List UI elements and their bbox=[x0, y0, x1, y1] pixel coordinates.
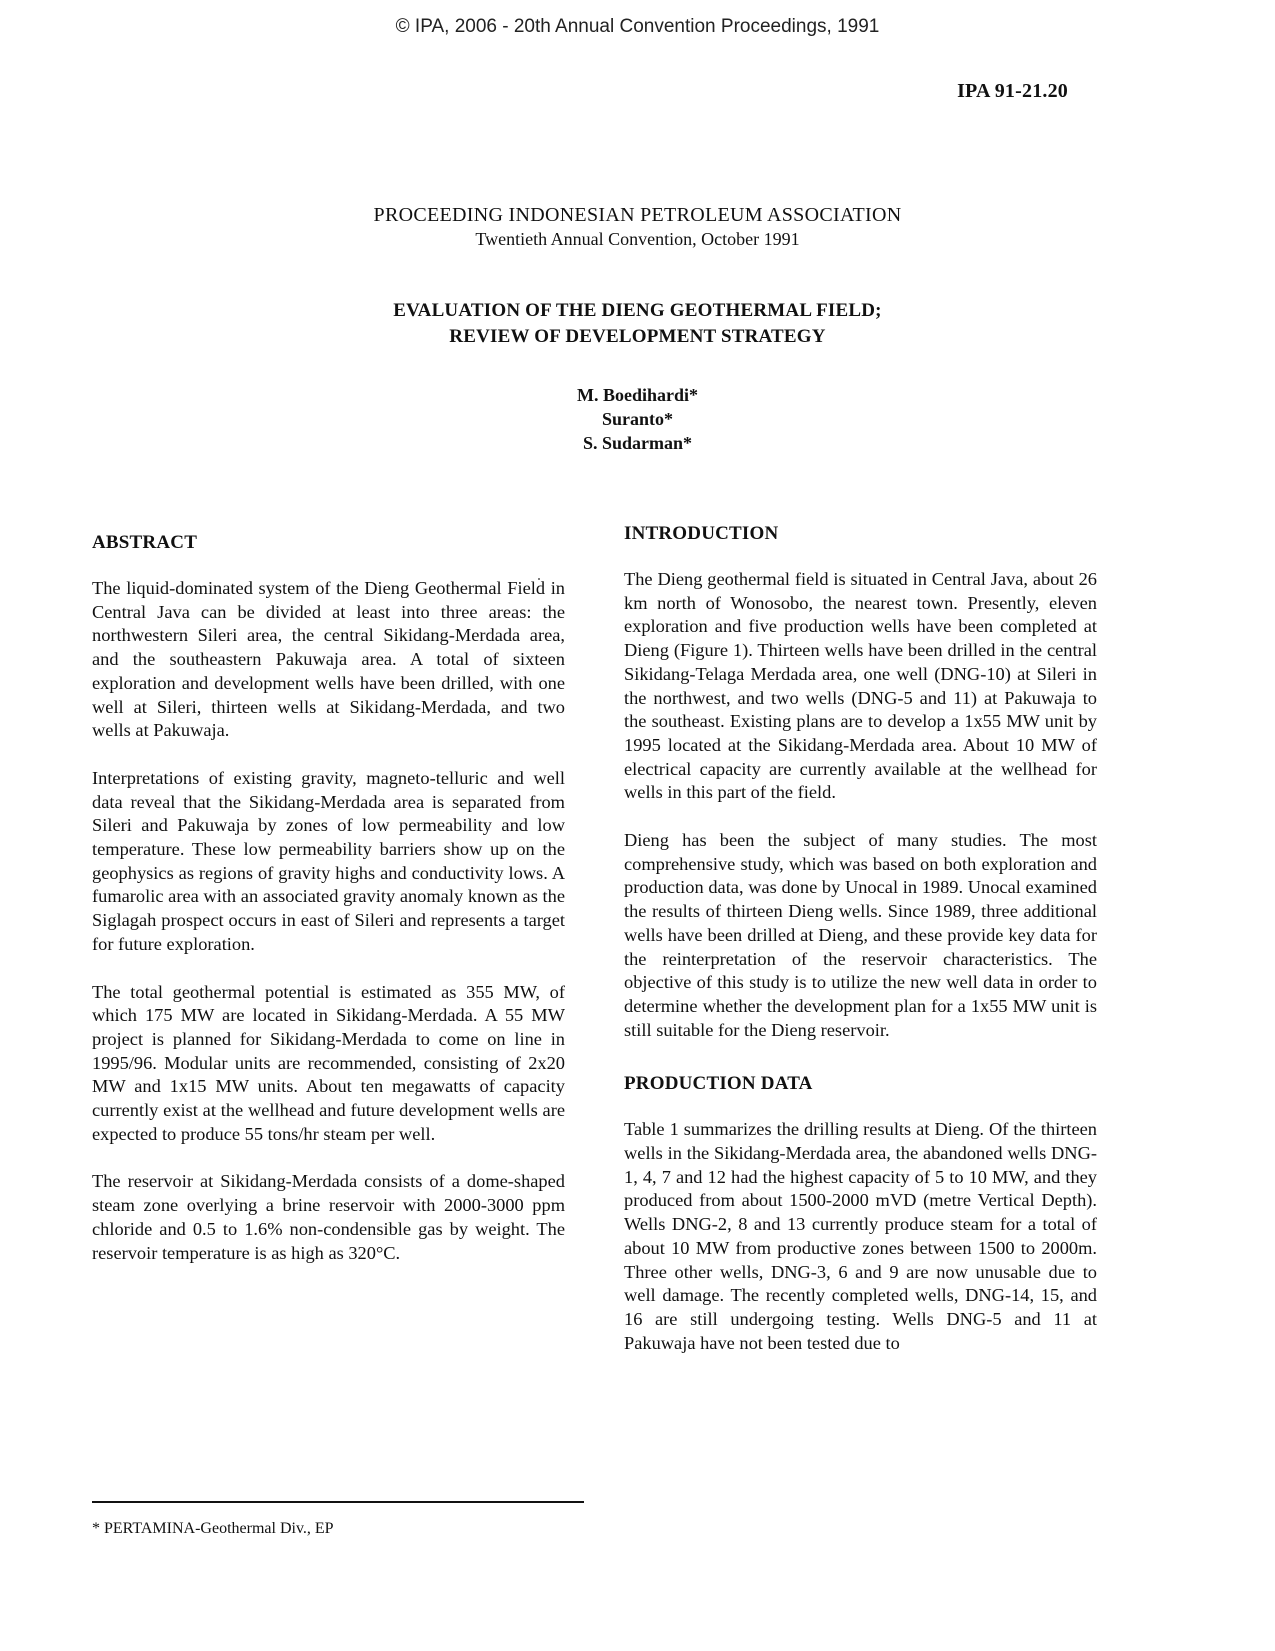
footnote: * PERTAMINA-Geothermal Div., EP bbox=[92, 1520, 334, 1537]
organization-name: PROCEEDING INDONESIAN PETROLEUM ASSOCIATION bbox=[373, 204, 902, 226]
author-list bbox=[0, 383, 1275, 455]
abstract-paragraph: Interpretations of existing gravity, magneto-telluric and well data reveal that the Sikidang-Merdada area is separated from Sileri and Pakuwaja by zones of low permeability and low temperature. These low permeability barriers show up on the geophysics as regions of gravity highs and conductivity lows. A fumarolic area with an associated gravity anomaly known as the Siglagah prospect occurs in east of Sileri and represents a target for future exploration. bbox=[92, 767, 565, 954]
left-column bbox=[92, 527, 565, 1289]
production-data-paragraph: Table 1 summarizes the drilling results at Dieng. Of the thirteen wells in the Sikidang-Merdada area, the abandoned wells DNG-1, 4, 7 and 12 had the highest capacity of 5 to 10 MW, and they produced from about 1500-2000 mVD (metre Vertical Depth). Wells DNG-2, 8 and 13 currently produce steam for a total of about 10 MW from productive zones between 1500 to 2000m. Three other wells, DNG-3, 6 and 9 are now unusable due to well damage. The recently completed wells, DNG-14, 15, and 16 are still undergoing testing. Wells DNG-5 and 11 at Pakuwaja have not been tested due to bbox=[624, 1119, 1097, 1353]
introduction-paragraph: The Dieng geothermal field is situated in Central Java, about 26 km north of Wonosobo, the nearest town. Presently, eleven exploration and five production wells have been completed at Dieng (Figure 1). Thirteen wells have been drilled in the central Sikidang-Telaga Merdada area, one well (DNG-10) at Sileri in the northwest, and two wells (DNG-5 and 11) at Pakuwaja to the southeast. Existing plans are to develop a 1x55 MW unit by 1995 located at the Sikidang-Merdada area. About 10 MW of electrical capacity are currently available at the wellhead for wells in this part of the field. bbox=[624, 569, 1097, 803]
title-line-2: REVIEW OF DEVELOPMENT STRATEGY bbox=[449, 326, 826, 347]
introduction-heading: INTRODUCTION bbox=[624, 523, 779, 544]
title-line-1: EVALUATION OF THE DIENG GEOTHERMAL FIELD; bbox=[393, 300, 882, 321]
abstract-heading: ABSTRACT bbox=[92, 532, 198, 553]
author: M. Boedihardi* bbox=[576, 385, 698, 405]
author: Suranto* bbox=[601, 409, 673, 429]
right-column bbox=[624, 522, 1097, 1379]
introduction-paragraph: Dieng has been the subject of many studies. The most comprehensive study, which was based on both exploration and production data, was done by Unocal in 1989. Unocal examined the results of thirteen Dieng wells. Since 1989, three additional wells have been drilled at Dieng, and these provide key data for the reinterpretation of the reservoir characteristics. The objective of this study is to utilize the new well data in order to determine whether the development plan for a 1x55 MW unit is still suitable for the Dieng reservoir. bbox=[624, 830, 1097, 1040]
abstract-paragraph: The reservoir at Sikidang-Merdada consists of a dome-shaped steam zone overlying a brine reservoir with 2000-3000 ppm chloride and 0.5 to 1.6% non-condensible gas by weight. The reservoir temperature is as high as 320°C. bbox=[92, 1171, 565, 1263]
proceeding-header bbox=[0, 203, 1275, 251]
convention-name: Twentieth Annual Convention, October 1991 bbox=[475, 229, 800, 249]
copyright-notice: © IPA, 2006 - 20th Annual Convention Proceedings, 1991 bbox=[395, 16, 880, 37]
paper-id: IPA 91-21.20 bbox=[957, 80, 1068, 102]
author: S. Sudarman* bbox=[582, 433, 693, 453]
abstract-paragraph: The liquid-dominated system of the Dieng Geothermal Field in Central Java can be divided at least into three areas: the northwestern Sileri area, the central Sikidang-Merdada area, and the southeastern Pakuwaja area. A total of sixteen exploration and development wells have been drilled, with one well at Sileri, thirteen wells at Sikidang-Merdada, and two wells at Pakuwaja. bbox=[92, 578, 565, 741]
paper-title bbox=[0, 298, 1275, 350]
production-data-heading: PRODUCTION DATA bbox=[624, 1073, 813, 1095]
abstract-paragraph: The total geothermal potential is estimated as 355 MW, of which 175 MW are located in Sikidang-Merdada. A 55 MW project is planned for Sikidang-Merdada to come on line in 1995/96. Modular units are recommended, consisting of 2x20 MW and 1x15 MW units. About ten megawatts of capacity currently exist at the wellhead and future development wells are expected to produce 55 tons/hr steam per well. bbox=[92, 981, 565, 1144]
footnote-divider bbox=[92, 1501, 584, 1503]
